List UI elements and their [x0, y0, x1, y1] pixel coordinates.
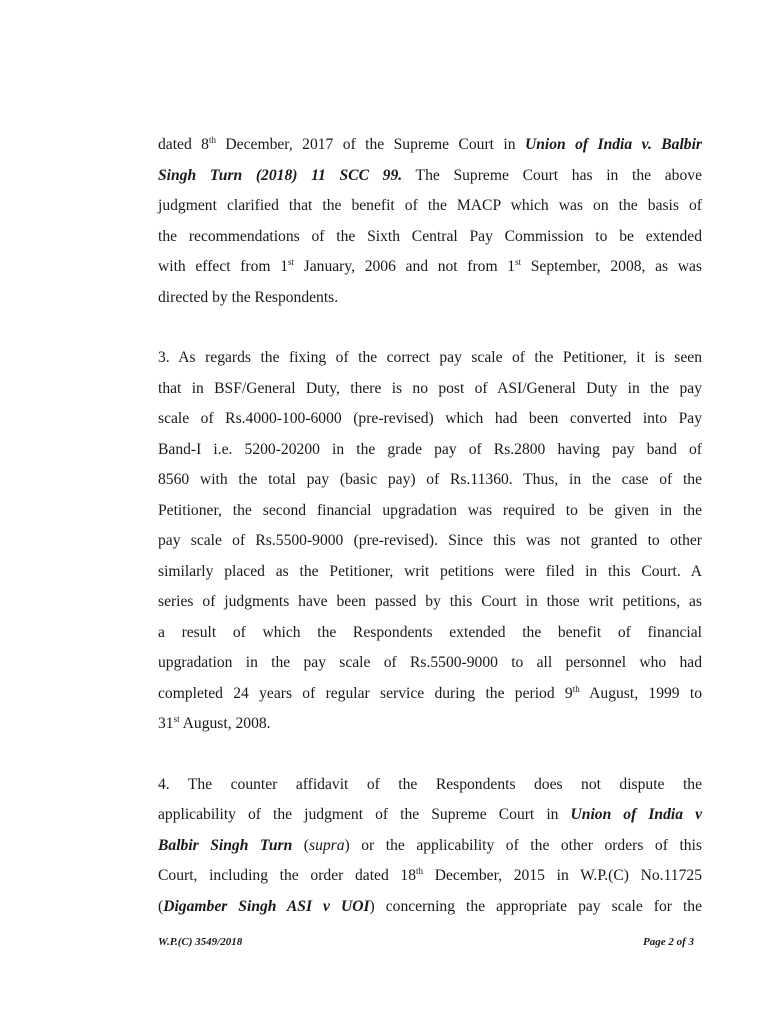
text-line: upgradation in the pay scale of Rs.5500-9000 to all personnel who had: [158, 654, 702, 671]
text-line: applicability of the judgment of the Supreme Court in Union of India v: [158, 806, 702, 823]
paragraph-4: [158, 770, 702, 923]
text-line: Band-I i.e. 5200-20200 in the grade pay of Rs.2800 having pay band of: [158, 440, 702, 458]
text-line: Petitioner, the second financial upgradation was required to be given in the: [158, 501, 702, 519]
text-line: pay scale of Rs.5500-9000 (pre-revised). Since this was not granted to other: [158, 532, 702, 549]
text-line: (Digamber Singh ASI v UOI) concerning the appropriate pay scale for the: [158, 897, 702, 915]
text-line: the recommendations of the Sixth Central Pay Commission to be extended: [158, 227, 702, 245]
text-line: a result of which the Respondents extended the benefit of financial: [158, 623, 702, 641]
text-line: Court, including the order dated 18th December, 2015 in W.P.(C) No.11725: [158, 866, 702, 884]
text-line: completed 24 years of regular service during the period 9th August, 1999 to: [158, 683, 702, 702]
text-line: similarly placed as the Petitioner, writ petitions were filed in this Court. A: [158, 562, 702, 580]
case-citation: Singh Turn (2018) 11 SCC 99.: [158, 166, 403, 184]
case-citation: Union of India v: [570, 806, 702, 823]
text-line: dated 8th December, 2017 of the Supreme Court in Union of India v. Balbir: [158, 135, 702, 153]
text-line: scale of Rs.4000-100-6000 (pre-revised) which had been converted into Pay: [158, 410, 702, 427]
text-line: 31st August, 2008.: [158, 714, 271, 732]
paragraph-continued: [158, 130, 702, 313]
text-line: judgment clarified that the benefit of the MACP which was on the basis of: [158, 197, 702, 214]
page-number: Page 2 of 3: [642, 936, 694, 948]
text-line: 3. As regards the fixing of the correct pay scale of the Petitioner, it is seen: [158, 349, 702, 366]
case-number: W.P.(C) 3549/2018: [158, 936, 243, 948]
case-citation: Balbir Singh Turn: [158, 836, 293, 854]
text-line: directed by the Respondents.: [158, 288, 339, 306]
judgment-body: [158, 130, 702, 922]
paragraph-3: [158, 343, 702, 740]
text-line: that in BSF/General Duty, there is no post of ASI/General Duty in the pay: [158, 379, 702, 397]
text-line: series of judgments have been passed by this Court in those writ petitions, as: [158, 593, 702, 610]
case-citation: Digamber Singh ASI v UOI: [163, 897, 370, 915]
text-line: with effect from 1st January, 2006 and not from 1st September, 2008, as was: [158, 257, 702, 275]
text-line: 8560 with the total pay (basic pay) of Rs.11360. Thus, in the case of the: [158, 471, 702, 488]
case-citation: Union of India v. Balbir: [524, 136, 702, 153]
text-line: 4. The counter affidavit of the Respondents does not dispute the: [158, 775, 702, 793]
text-line: Balbir Singh Turn (supra) or the applicability of the other orders of this: [158, 836, 702, 854]
text-line: Singh Turn (2018) 11 SCC 99. The Supreme Court has in the above: [158, 166, 702, 184]
